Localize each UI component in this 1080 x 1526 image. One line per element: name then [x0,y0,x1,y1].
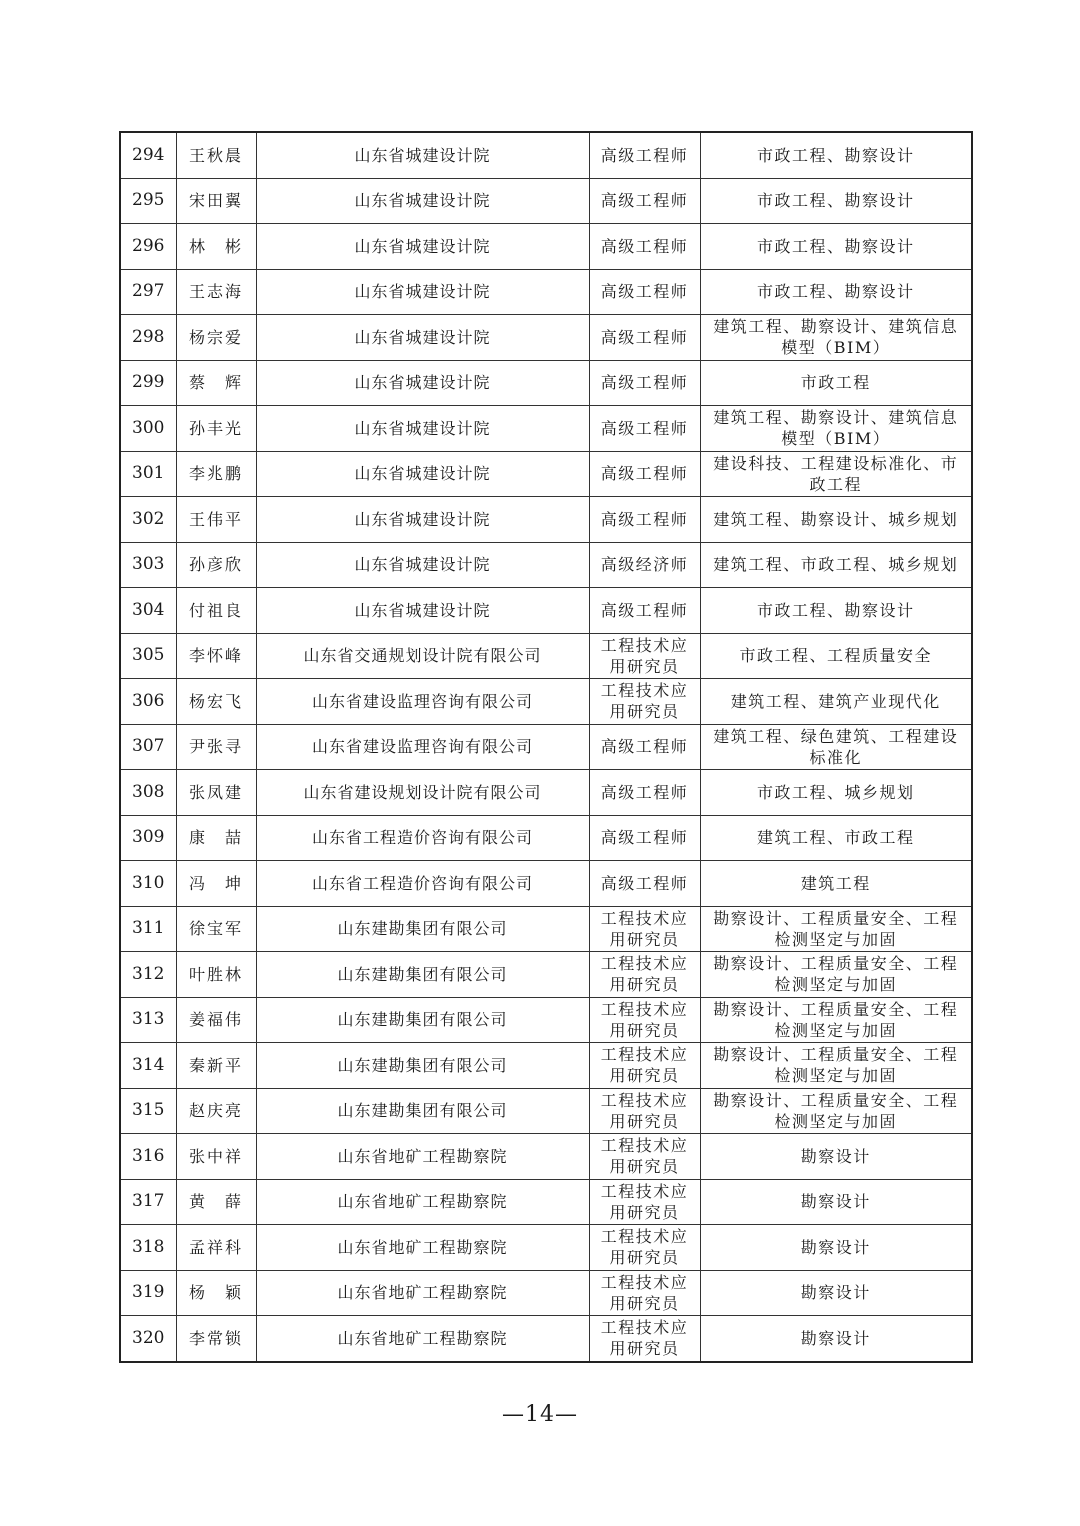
roster-body [120,132,972,1362]
cell-name: 杨宏飞 [176,679,256,725]
cell-organization: 山东省建设监理咨询有限公司 [256,724,589,770]
cell-field: 勘察设计、工程质量安全、工程检测坚定与加固 [700,1043,972,1089]
cell-number: 310 [120,861,176,907]
cell-number: 306 [120,679,176,725]
cell-organization: 山东建勘集团有限公司 [256,952,589,998]
cell-field: 勘察设计 [700,1134,972,1180]
cell-organization: 山东省工程造价咨询有限公司 [256,861,589,907]
table-row [120,1043,972,1089]
table-row [120,1316,972,1362]
cell-name: 姜福伟 [176,997,256,1043]
cell-name: 蔡 辉 [176,360,256,406]
cell-field: 建筑工程、市政工程、城乡规划 [700,542,972,588]
cell-name: 秦新平 [176,1043,256,1089]
cell-field: 市政工程、勘察设计 [700,588,972,634]
cell-number: 299 [120,360,176,406]
cell-number: 301 [120,451,176,497]
cell-title: 高级工程师 [589,588,700,634]
table-row [120,588,972,634]
cell-organization: 山东省工程造价咨询有限公司 [256,815,589,861]
cell-number: 300 [120,406,176,452]
cell-organization: 山东建勘集团有限公司 [256,1043,589,1089]
cell-organization: 山东建勘集团有限公司 [256,906,589,952]
cell-field: 市政工程、勘察设计 [700,224,972,270]
cell-name: 孙彦欣 [176,542,256,588]
cell-number: 302 [120,497,176,543]
cell-title: 高级工程师 [589,315,700,361]
cell-number: 303 [120,542,176,588]
cell-organization: 山东省城建设计院 [256,178,589,224]
cell-field: 市政工程 [700,360,972,406]
cell-field: 建设科技、工程建设标准化、市政工程 [700,451,972,497]
cell-field: 勘察设计、工程质量安全、工程检测坚定与加固 [700,952,972,998]
cell-number: 296 [120,224,176,270]
cell-name: 孙丰光 [176,406,256,452]
table-row [120,724,972,770]
cell-title: 高级工程师 [589,724,700,770]
table-row [120,815,972,861]
cell-title: 高级工程师 [589,132,700,178]
cell-field: 勘察设计 [700,1225,972,1271]
cell-organization: 山东省城建设计院 [256,497,589,543]
cell-organization: 山东省城建设计院 [256,588,589,634]
cell-name: 宋田翼 [176,178,256,224]
cell-title: 工程技术应用研究员 [589,679,700,725]
table-row [120,633,972,679]
cell-field: 建筑工程、勘察设计、建筑信息模型（BIM） [700,406,972,452]
cell-number: 315 [120,1088,176,1134]
cell-name: 黄 薛 [176,1179,256,1225]
table-row [120,178,972,224]
cell-field: 市政工程、勘察设计 [700,132,972,178]
cell-title: 工程技术应用研究员 [589,1088,700,1134]
table-row [120,861,972,907]
cell-name: 杨 颖 [176,1270,256,1316]
cell-organization: 山东省地矿工程勘察院 [256,1270,589,1316]
cell-field: 建筑工程、建筑产业现代化 [700,679,972,725]
cell-organization: 山东省地矿工程勘察院 [256,1134,589,1180]
cell-title: 工程技术应用研究员 [589,1270,700,1316]
cell-number: 295 [120,178,176,224]
table-row [120,406,972,452]
cell-title: 高级工程师 [589,406,700,452]
cell-field: 市政工程、工程质量安全 [700,633,972,679]
cell-number: 317 [120,1179,176,1225]
table-row [120,542,972,588]
cell-name: 冯 坤 [176,861,256,907]
cell-title: 高级经济师 [589,542,700,588]
cell-name: 李兆鹏 [176,451,256,497]
cell-title: 工程技术应用研究员 [589,1043,700,1089]
table-row [120,997,972,1043]
cell-number: 309 [120,815,176,861]
cell-field: 勘察设计、工程质量安全、工程检测坚定与加固 [700,997,972,1043]
table-row [120,269,972,315]
cell-title: 工程技术应用研究员 [589,1225,700,1271]
table-row [120,315,972,361]
cell-organization: 山东省地矿工程勘察院 [256,1225,589,1271]
roster-table [119,131,973,1363]
cell-organization: 山东省城建设计院 [256,406,589,452]
table-row [120,1270,972,1316]
cell-organization: 山东省城建设计院 [256,132,589,178]
cell-field: 勘察设计 [700,1316,972,1362]
cell-number: 313 [120,997,176,1043]
cell-organization: 山东省地矿工程勘察院 [256,1316,589,1362]
cell-name: 李常锁 [176,1316,256,1362]
table-row [120,906,972,952]
cell-field: 建筑工程、绿色建筑、工程建设标准化 [700,724,972,770]
cell-number: 307 [120,724,176,770]
cell-field: 勘察设计、工程质量安全、工程检测坚定与加固 [700,1088,972,1134]
table-row [120,1225,972,1271]
cell-title: 高级工程师 [589,360,700,406]
cell-title: 工程技术应用研究员 [589,1179,700,1225]
cell-name: 张凤建 [176,770,256,816]
table-row [120,224,972,270]
cell-field: 建筑工程、勘察设计、城乡规划 [700,497,972,543]
cell-title: 工程技术应用研究员 [589,1316,700,1362]
cell-number: 318 [120,1225,176,1271]
cell-name: 王伟平 [176,497,256,543]
table-row [120,1179,972,1225]
table-row [120,1134,972,1180]
cell-field: 勘察设计、工程质量安全、工程检测坚定与加固 [700,906,972,952]
cell-number: 319 [120,1270,176,1316]
table-row [120,360,972,406]
cell-number: 314 [120,1043,176,1089]
cell-number: 305 [120,633,176,679]
cell-field: 勘察设计 [700,1270,972,1316]
cell-name: 孟祥科 [176,1225,256,1271]
cell-name: 徐宝军 [176,906,256,952]
cell-name: 王志海 [176,269,256,315]
cell-title: 高级工程师 [589,815,700,861]
cell-organization: 山东省地矿工程勘察院 [256,1179,589,1225]
cell-field: 市政工程、城乡规划 [700,770,972,816]
cell-name: 杨宗爱 [176,315,256,361]
cell-number: 320 [120,1316,176,1362]
table-row [120,132,972,178]
cell-organization: 山东省城建设计院 [256,315,589,361]
cell-number: 312 [120,952,176,998]
cell-number: 308 [120,770,176,816]
cell-organization: 山东省城建设计院 [256,542,589,588]
cell-organization: 山东建勘集团有限公司 [256,997,589,1043]
cell-organization: 山东省城建设计院 [256,269,589,315]
cell-number: 311 [120,906,176,952]
cell-name: 赵庆亮 [176,1088,256,1134]
cell-organization: 山东省建设监理咨询有限公司 [256,679,589,725]
cell-number: 304 [120,588,176,634]
cell-number: 298 [120,315,176,361]
cell-field: 建筑工程 [700,861,972,907]
cell-organization: 山东省城建设计院 [256,224,589,270]
table-row [120,679,972,725]
cell-title: 高级工程师 [589,497,700,543]
cell-name: 尹张寻 [176,724,256,770]
table-row [120,451,972,497]
table-row [120,497,972,543]
cell-title: 高级工程师 [589,178,700,224]
cell-title: 工程技术应用研究员 [589,952,700,998]
cell-title: 高级工程师 [589,770,700,816]
cell-name: 叶胜林 [176,952,256,998]
cell-name: 付祖良 [176,588,256,634]
cell-organization: 山东建勘集团有限公司 [256,1088,589,1134]
cell-title: 高级工程师 [589,861,700,907]
cell-organization: 山东省交通规划设计院有限公司 [256,633,589,679]
table-row [120,952,972,998]
cell-field: 市政工程、勘察设计 [700,178,972,224]
page-number: —14— [502,1402,578,1427]
cell-title: 工程技术应用研究员 [589,906,700,952]
cell-number: 297 [120,269,176,315]
cell-name: 林 彬 [176,224,256,270]
cell-field: 建筑工程、勘察设计、建筑信息模型（BIM） [700,315,972,361]
cell-name: 康 喆 [176,815,256,861]
cell-number: 294 [120,132,176,178]
cell-name: 王秋晨 [176,132,256,178]
table-row [120,1088,972,1134]
cell-title: 工程技术应用研究员 [589,1134,700,1180]
cell-field: 市政工程、勘察设计 [700,269,972,315]
cell-title: 高级工程师 [589,224,700,270]
cell-number: 316 [120,1134,176,1180]
cell-title: 工程技术应用研究员 [589,633,700,679]
cell-organization: 山东省建设规划设计院有限公司 [256,770,589,816]
cell-field: 建筑工程、市政工程 [700,815,972,861]
cell-name: 李怀峰 [176,633,256,679]
cell-name: 张中祥 [176,1134,256,1180]
cell-title: 工程技术应用研究员 [589,997,700,1043]
cell-organization: 山东省城建设计院 [256,451,589,497]
table-row [120,770,972,816]
cell-organization: 山东省城建设计院 [256,360,589,406]
cell-title: 高级工程师 [589,269,700,315]
cell-field: 勘察设计 [700,1179,972,1225]
cell-title: 高级工程师 [589,451,700,497]
